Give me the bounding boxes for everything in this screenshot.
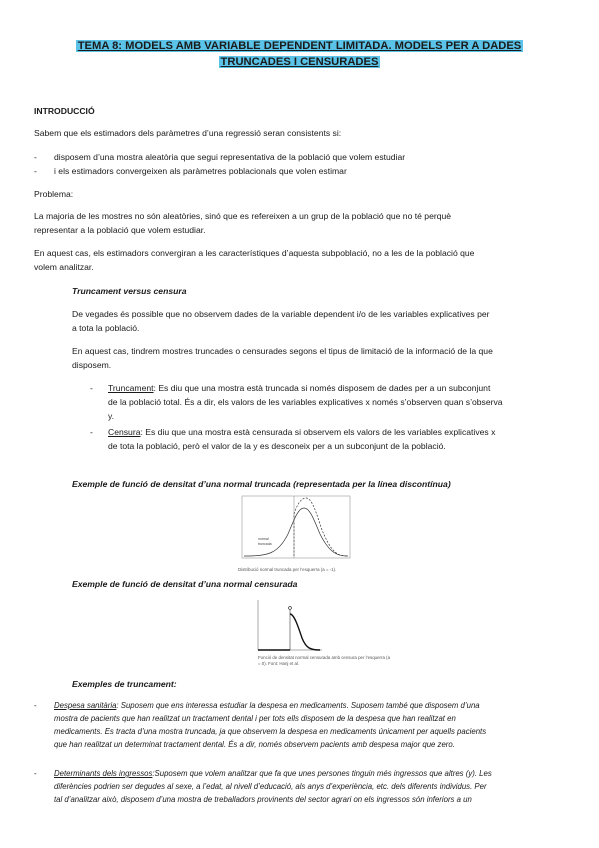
bullet-dash: - [34, 152, 37, 162]
truncament-def-text: : Es diu que una mostra està truncada si només disposem de dades per a un subconjunt [153, 383, 491, 393]
bullet-dash: - [34, 769, 37, 778]
ex2-line-3: tal d’analitzar això, disposem d’una mostra de treballadors provinents del sector agrari on els ingressos són inferiors a un [54, 795, 472, 804]
aquest-line-2: volem analitzar. [34, 262, 94, 272]
ex1-line-2: mostra de pacients que han realitzat un tractament dental i per tots ells disposem de la despesa que han realitzat en [54, 714, 456, 723]
ex2-text: :Suposem que volem analitzar que fa que unes persones tinguin més ingressos que altres (y). Les [152, 769, 492, 778]
intro-bullet-1: disposem d’una mostra aleatòria que segui representativa de la població que volem estudiar [54, 152, 406, 162]
ex2-line-2: diferències podrien ser degudes al sexe, a l’edat, al nivell d’educació, als anys d’experiència, etc. dels diferents individus. Per [54, 782, 487, 791]
truncament-heading: Truncament versus censura [72, 286, 187, 296]
title-line-1: TEMA 8: MODELS AMB VARIABLE DEPENDENT LIMITADA. MODELS PER A DADES [77, 40, 522, 52]
censored-normal-figure [254, 596, 324, 654]
censura-term: Censura [108, 427, 141, 437]
censura-def-line-2: de tota la població, però el valor de la y es desconeix per a un subconjunt de la població. [108, 441, 446, 451]
intro-paragraph: Sabem que els estimadors dels paràmetres d’una regressió seran consistents si: [34, 128, 342, 138]
problema-line-2: representar a la població que volem estudiar. [34, 225, 206, 235]
intro-bullet-2: i els estimadors convergeixen als paràmetres poblacionals que volen estimar [54, 166, 347, 176]
fig2-note-line-1: Funció de densitat normal censurada amb censura per l’esquerra (a [258, 655, 391, 660]
intro-heading: INTRODUCCIÓ [34, 106, 95, 116]
truncament-term: Truncament [108, 383, 154, 393]
trunc-p2-line-1: En aquest cas, tindrem mostres truncades o censurades segons el tipus de limitació de la informació de la que [72, 346, 493, 356]
ex1-line-4: que han realitzat un determinat tractament dental. És a dir, només observem pacients amb despesa major que zero. [54, 740, 455, 749]
examples-heading: Exemples de truncament: [72, 679, 177, 689]
svg-text:truncada: truncada [258, 542, 272, 546]
ex1-line-3: medicaments. Es tracta d’una mostra truncada, ja que observem la despesa en medicaments únicament per aquells pacients [54, 727, 487, 736]
censura-def-line-1 [108, 425, 495, 439]
trunc-p1-line-1: De vegades és possible que no observem dades de la variable dependent i/o de les variables explicatives per [72, 309, 490, 319]
censura-def-text: : Es diu que una mostra està censurada si observem els valors de les variables explicatives x [140, 427, 496, 437]
ex2-line-1 [54, 767, 492, 780]
title-line-2: TRUNCADES I CENSURADES [220, 56, 379, 68]
truncated-normal-figure [238, 494, 354, 574]
ex2-term: Determinants dels ingressos [54, 769, 153, 778]
ex1-line-1 [54, 699, 480, 712]
page-title [0, 38, 599, 70]
fig2-note-line-2: = 0). Font: Hanj et al. [258, 661, 300, 666]
fig2-caption: Exemple de funció de densitat d’una normal censurada [72, 579, 298, 589]
bullet-dash: - [90, 383, 93, 393]
bullet-dash: - [34, 701, 37, 710]
truncament-def-line-2: de la població total. És a dir, els valors de les variables explicatives x només s’observen quan s’observa [108, 397, 503, 407]
trunc-p2-line-2: disposem. [72, 360, 112, 370]
svg-text:normal: normal [258, 537, 269, 541]
problema-line-1: La majoria de les mostres no són aleatòries, sinó que es refereixen a un grup de la població que no té perquè [34, 211, 452, 221]
trunc-p1-line-2: a tota la població. [72, 323, 140, 333]
problema-label: Problema: [34, 189, 74, 199]
bullet-dash: - [90, 427, 93, 437]
truncament-def-line-1 [108, 381, 490, 395]
aquest-line-1: En aquest cas, els estimadors convergiran a les característiques d’aquesta subpoblació, no a les de la població que [34, 248, 475, 258]
fig1-note: Distribució normal truncada per l’esquerra (a = -1). [238, 567, 337, 572]
truncament-def-line-3: y. [108, 411, 115, 421]
ex1-term: Despesa sanitària [54, 701, 117, 710]
fig1-caption: Exemple de funció de densitat d’una normal truncada (representada per la línea discontínua) [72, 479, 451, 489]
bullet-dash: - [34, 166, 37, 176]
ex1-text: : Suposem que ens interessa estudiar la despesa en medicaments. Suposem també que disposem d’una [116, 701, 480, 710]
